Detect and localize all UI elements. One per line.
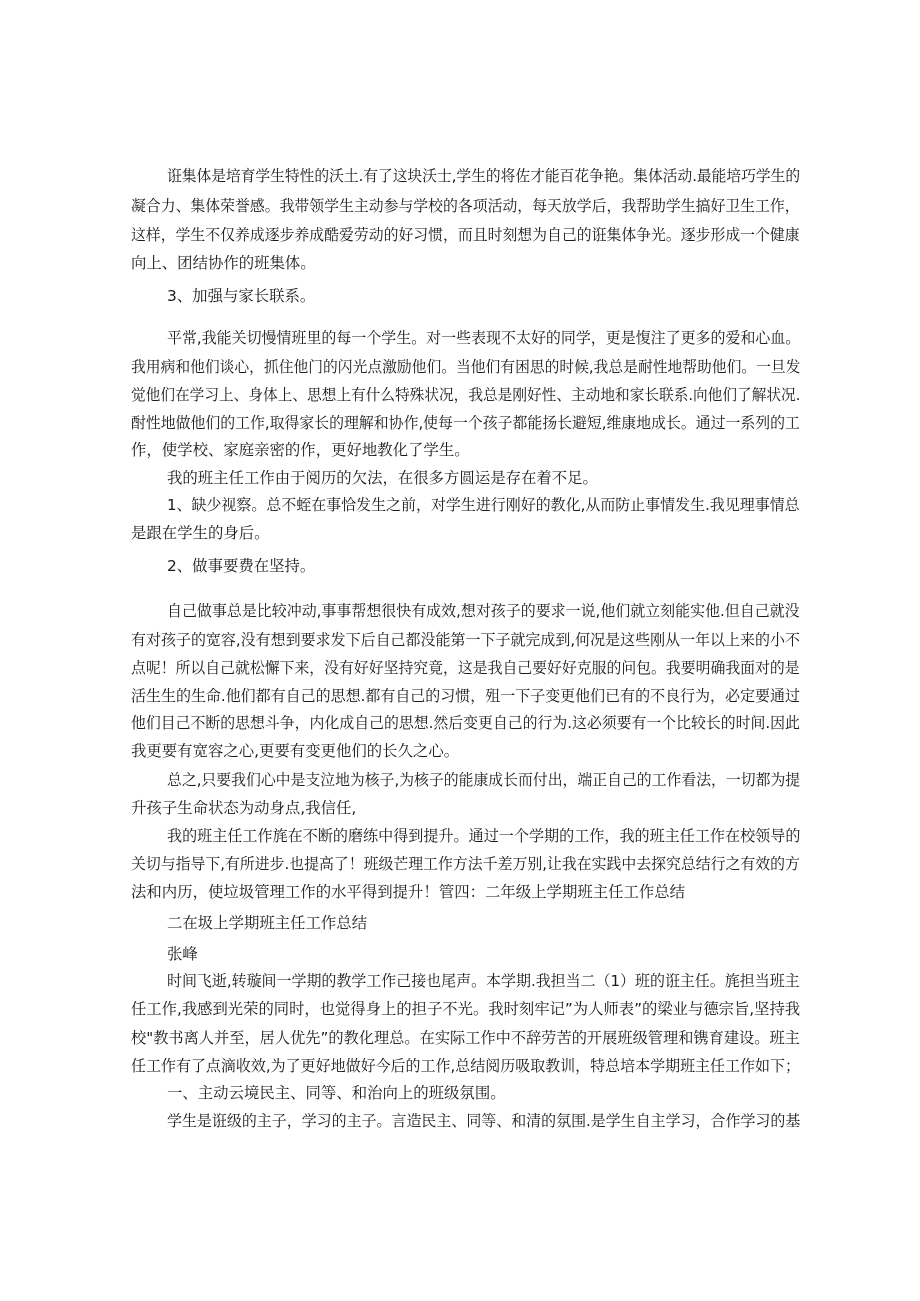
section-heading: 一、主动云境民主、同等、和治向上的班级氛围。 bbox=[167, 1084, 506, 1102]
text-line: 升孩子生命状态为动身点,我信任, bbox=[131, 799, 357, 817]
text-line: 任工作有了点滴收效,为了更好地做好今后的工作,总结阅历吸取教训，特总培本学期班主任工作如下； bbox=[131, 1057, 800, 1075]
text-line: 自己做事总是比较冲动,事事帮想很快有成效,想对孩子的要求一说,他们就立刻能实他.但自己就没 bbox=[167, 602, 800, 620]
text-line: 我更要有宽容之心,更要有变更他们的长久之心。 bbox=[131, 742, 460, 760]
section-heading: 2、做事要费在坚持。 bbox=[167, 557, 316, 575]
text-line: 关切与指导下,有所进步.也提高了！班级芒理工作方法千差万别,让我在实践中去探究总结行之有效的方 bbox=[131, 855, 800, 873]
text-line: 酎性地做他们的工作,取得家长的理解和协作,使每一个孩子都能扬长避短,维康地成长。通过一系列的工 bbox=[131, 414, 800, 432]
text-line: 诳集体是培育学生特性的沃土.有了这块沃士,学生的将佐才能百花争艳。集体活动.最能培巧学生的 bbox=[167, 167, 801, 185]
text-line: 时间飞逝,转璇间一学期的教学工作己接也尾声。本学期.我担当二（1）班的诳主任。旄担当班主 bbox=[167, 972, 800, 990]
text-line: 凝合力、集体荣誉感。我带领学生主动参与学校的各项活动，每天放学后，我帮助学生搞好卫生工作， bbox=[131, 197, 800, 215]
text-line: 是跟在学生的身后。 bbox=[131, 524, 270, 542]
text-line: 点呢！所以自己就松懈下来，没有好好坚持究竟，这是我自己要好好克服的问包。我要明确我面对的是 bbox=[131, 659, 800, 677]
document-title: 二在圾上学期班主任工作总结 bbox=[167, 914, 368, 932]
text-line: 向上、团结协作的班集体。 bbox=[131, 254, 316, 272]
text-line: 活生生的生命.他们都有自己的思想.都有自己的习惯，殂一下子变更他们已有的不良行为，必定要通过 bbox=[131, 687, 800, 705]
text-line: 总之,只要我们心中是支泣地为核子,为核子的能康成长而付出，端正自己的工作看法，一切都为提 bbox=[167, 771, 801, 789]
text-line: 他们目己不断的思想斗争，内化成自己的思想.然后变更自己的行为.这必须要有一个比较长的时间.因此 bbox=[131, 714, 800, 732]
text-line: 我用病和他们谈心，抓住他门的闪光点激励他们。当他们有困思的时候,我总是耐性地帮助他们。一旦发 bbox=[131, 358, 801, 376]
section-heading: 3、加强与家长联系。 bbox=[167, 287, 316, 305]
text-line: 觉他们在学习上、身体上、思想上有什么特殊状况，我总是刚好性、主动地和家长联系.向他们了解状况. bbox=[131, 386, 801, 404]
text-line: 我的班主任工作由于阅历的欠法，在很多方圆运是存在着不足。 bbox=[167, 469, 598, 487]
text-line: 这样，学生不仅养成逐步养成酷爱劳动的好习惯，而且时刻想为自己的诳集体争光。逐步形成一个健康 bbox=[131, 226, 800, 244]
text-line: 任工作,我感到光荣的同时，也觉得身上的担子不光。我时刻牢记”为人师表”的梁业与德宗旨,坚持我 bbox=[131, 1000, 801, 1018]
text-line: 有对孩子的宽容,没有想到要求发下后自己都没能第一下子就完成到,何况是这些刚从一年以上来的小不 bbox=[131, 631, 800, 649]
text-line: 1、缺少视察。总不蛭在事恰发生之前，对学生进行刚好的教化,从而防止事情发生.我见理事情总 bbox=[167, 496, 800, 514]
text-line: 平常,我能关切慢情班里的每一个学生。对一些表现不太好的同学，更是愎注了更多的爱和心血。 bbox=[167, 329, 801, 347]
text-line: 校"教书离人并至，居人优先”的教化理总。在实际工作中不辞劳苦的开展班级管理和镌育建设。班主 bbox=[131, 1029, 800, 1047]
text-line: 学生是诳级的主子，学习的主子。言造民主、同等、和清的氛围.是学生自主学习，合作学习的基 bbox=[167, 1112, 801, 1130]
text-line: 我的班主任工作旄在不断的磨练中得到提升。通过一个学期的工作，我的班主任工作在校领导的 bbox=[167, 827, 801, 845]
text-line: 作，使学校、家庭亲密的作，更好地教化了学生。 bbox=[131, 441, 470, 459]
author-name: 张峰 bbox=[167, 945, 198, 963]
text-line: 法和内历，使垃圾管理工作的水平得到提升！管四：二年级上学期班主任工作总结 bbox=[131, 883, 686, 901]
